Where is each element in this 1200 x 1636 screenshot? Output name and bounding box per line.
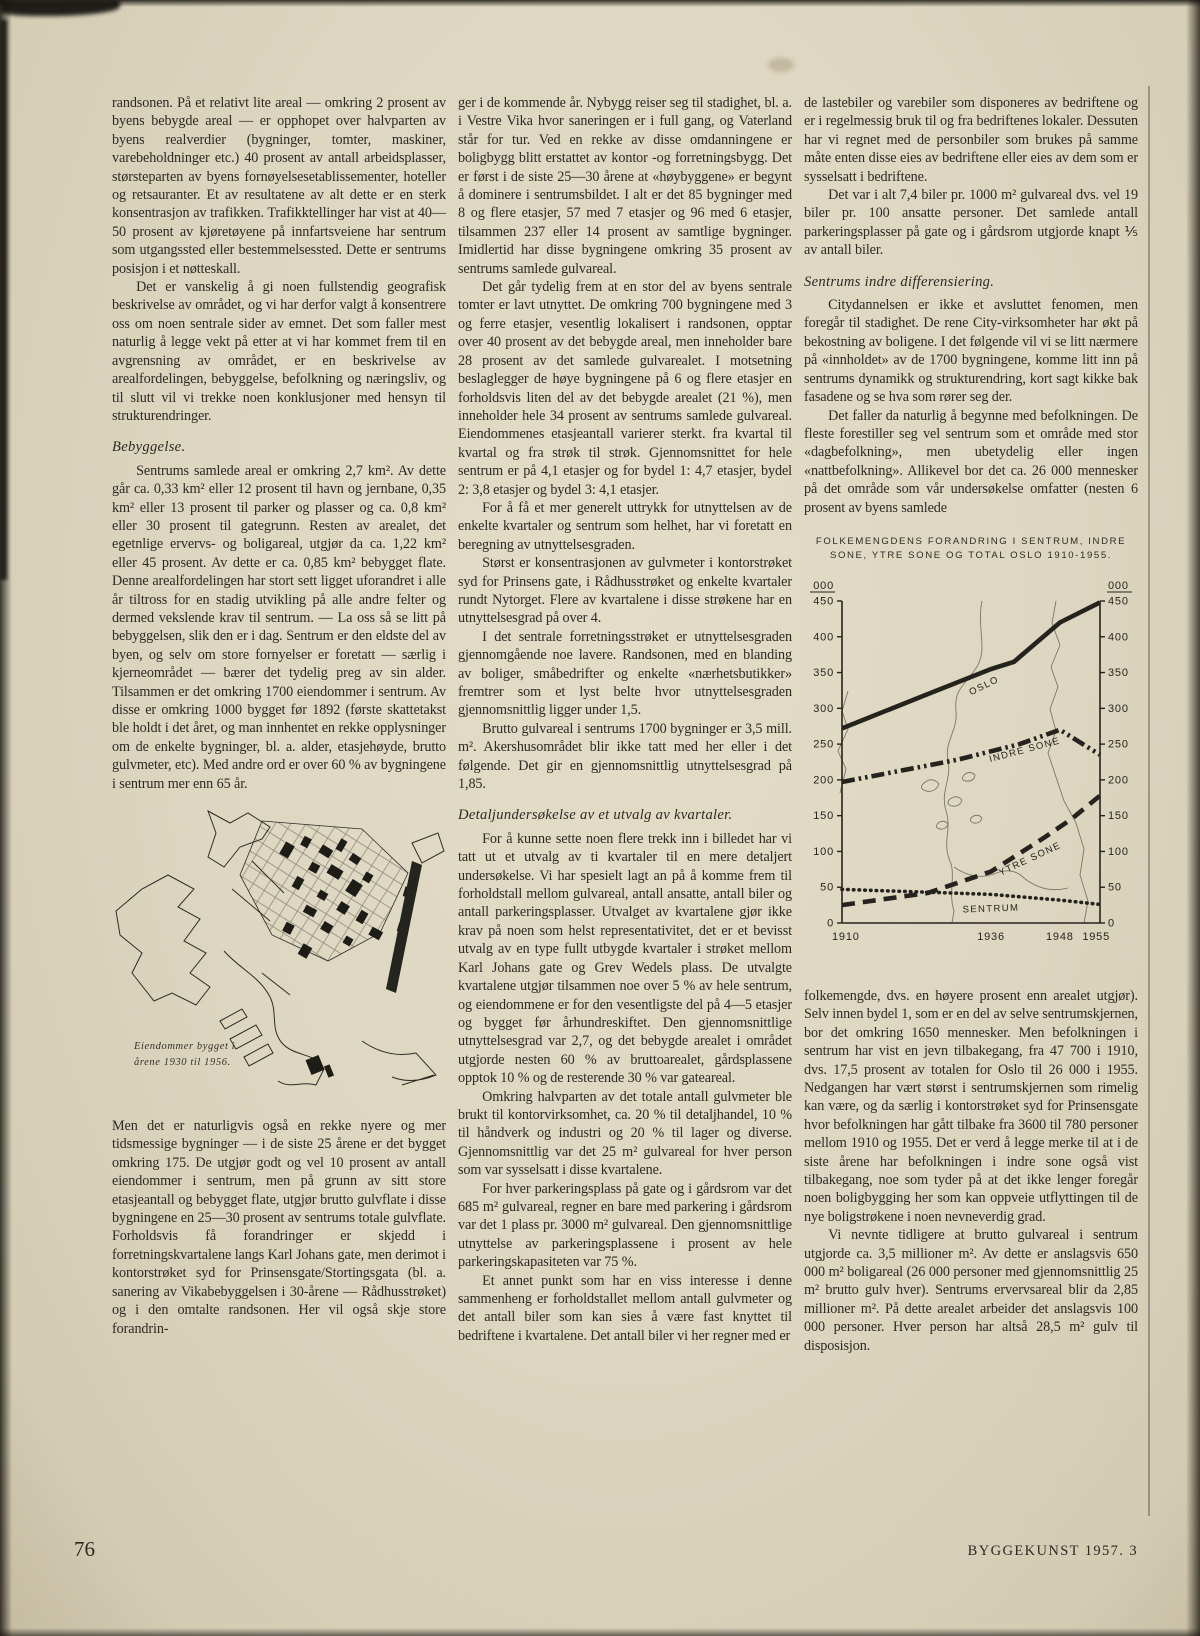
series-label-indre-sone: INDRE SONE [988, 735, 1062, 765]
section-heading-bebyggelse: Bebyggelse. [112, 439, 186, 456]
paragraph: Citydannelsen er ikke et avsluttet fenomen, men foregår til stadighet. De rene City-virksomheter har økt på bekostning av boligene. I det følgende vil vi se litt nærmere på «innholdet» av de 1700 bygningene, komme litt inn på sentrums dynamikk og strukturendring, kort sagt kikke bak fasadene og se hva som rører seg der. [804, 297, 1138, 406]
series-label-ytre-sone: YTRE SONE [997, 839, 1064, 879]
series-label-sentrum: SENTRUM [962, 902, 1020, 916]
y-tick-label-right: 250 [1108, 738, 1129, 751]
page-edge-line [1148, 86, 1150, 1516]
paragraph: ger i de kommende år. Nybygg reiser seg til stadighet, bl. a. i Vestre Vika hvor saneringen er i full gang, og Vaterland står for tur. Ved en rekke av disse omdanningene er boligbygg blitt erstattet av kontor -og forretningsbygg. Det er først i de siste 25—30 årene at «høybyggene» er begynt å dominere i sentrumsbildet. I alt er det 85 bygninger med 8 og flere etasjer, 57 med 7 etasjer og 96 med 6 etasjer, tilsammen 237 eller 14 prosent av samtlige bygninger. Imidlertid har disse bygningene omkring 35 prosent av sentrums samlede gulvareal. [458, 95, 792, 277]
y-tick-label-right: 150 [1108, 810, 1129, 823]
map-caption-line2: årene 1930 til 1956. [134, 1057, 231, 1069]
scan-edge-left [0, 0, 12, 1636]
y-tick-label-right: 450 [1108, 595, 1129, 608]
x-tick-label: 1948 [1046, 930, 1074, 943]
series-line-oslo [842, 602, 1100, 728]
map-street-grid [240, 821, 408, 961]
paragraph: Det er vanskelig å gi noen fullstendig geografisk beskrivelse av området, og vi har derfor valgt å konsentrere oss om noen sentrale sider av emnet. Det som faller mest naturlig å legge vekt på etter at vi har kommet frem til en avgrensning av området, er en beskrivelse av arealfordelingen, bebyggelse, befolkning og næringsliv, og til slutt vil vi trekke noen konklusjoner med hensyn til strukturendringer. [112, 279, 446, 424]
y-tick-label-right: 200 [1108, 774, 1129, 787]
series-label-oslo: OSLO [967, 674, 1002, 698]
section-heading-differensiering: Sentrums indre differensiering. [804, 273, 995, 290]
paragraph: Størst er konsentrasjonen av gulvmeter i kontorstrøket syd for Prinsens gate, i Rådhusstrøket og enkelte kvartaler rundt Nytorget. Flere av kvartalene i disse strøkene har en utnyttelsesgrad på over 4. [458, 555, 792, 627]
series-line-indre-sone [842, 730, 1100, 782]
population-chart-figure [804, 535, 1138, 971]
paragraph: folkemengde, dvs. en høyere prosent enn arealet utgjør). Selv innen bydel 1, som er en del av selve sentrumskjernen, bor det omkring 1650 mennesker. Men befolkningen i sentrum har vist en jevn tilbakegang, fra 47 700 i 1910, dvs. 17,5 prosent av totalen for Oslo til 26 000 i 1955. Nedgangen har vært størst i sentrumskjernen som rimelig kan være, og da særlig i kontorstrøket syd for Prinsensgate hvor befolkningen har gått tilbake fra 3600 til 780 personer mellom 1910 og 1955. Det er verd å legge merke til at i de siste årene har befolkningen i indre sone også vist tilbakegang, noe som tyder på at det ikke lenger foregår noen boligbygging her som kan oppveie utflyttingen til de nye boligstrøkene i noen nevneverdig grad. [804, 987, 1138, 1225]
map-caption-line1: Eiendommer bygget i [134, 1041, 236, 1053]
scan-corner-smudge [0, 0, 120, 16]
paragraph: For hver parkeringsplass på gate og i gårdsrom var det 685 m² gulvareal, regner en bare med parkering i gårdsrom var det 1 plass pr. 3000 m² gulvareal. Den gjennomsnittlige utnyttelse av parkeringsplassene i prosent av hele parkeringskapasiteten var 75 %. [458, 1180, 792, 1271]
article-body [112, 94, 1138, 1355]
paragraph: Sentrums samlede areal er omkring 2,7 km². Av dette går ca. 0,33 km² eller 12 prosent til havn og jernbane, 0,35 km² eller 13 prosent til parker og plasser og ca. 0,8 km² eller 30 prosent til gategrunn. Resten av arealet, det egetnlige ervervs- og boligareal, utgjør da ca. 1,22 km² eller 45 prosent. Av dette er ca. 0,85 km² bebygget flate. Denne arealfordelingen har stort sett ligget uforandret i alle år tiltross for en stadig utvikling på alle andre felter og dermed vekslende krav til sentrum. — La oss så se litt på bebyggelsen, slik den er i dag. Sentrum er den eldste del av byen, og selv om store fornyelser er foretatt — særlig i kjerneområdet — bærer det tydelig preg av sin alder. Tilsammen er det omkring 1700 eiendommer i sentrum. Av disse er omkring 1000 bygget før 1892 (første skattetakst ble holdt i det året, og man innhentet en rekke opplysninger om de enkelte bygninger, bl. a. alder, etasjehøyde, brutto gulvmeter, etc). Med andre ord er over 60 % av bygningene i sentrum mer enn 65 år. [112, 462, 446, 792]
paragraph: Omkring halvparten av det totale antall gulvmeter ble brukt til kontorvirksomhet, ca. 20 % til detaljhandel, 10 % til håndverk og industri og 20 % til lager og diverse. Gjennomsnittlig var det 25 m² gulvareal for hver person som var sysselsatt i disse kvartalene. [458, 1088, 792, 1179]
properties-map-figure [112, 803, 446, 1103]
y-unit-label-left: 000 [813, 579, 834, 592]
y-tick-label-right: 0 [1108, 917, 1115, 930]
paragraph: I det sentrale forretningsstrøket er utnyttelsesgraden gjennomgående noe lavere. Randsonen, med en blanding av boliger, småbedrifter og enkelte «nærhetsbutikker» fremtrer som et lyst belte hvor utnyttelsesgraden gjennomsnittlig ligger under 1,5. [458, 628, 792, 719]
column-1 [112, 94, 446, 1355]
population-chart [804, 571, 1138, 971]
x-tick-label: 1936 [977, 930, 1005, 943]
y-unit-label-right: 000 [1108, 579, 1129, 592]
paragraph: de lastebiler og varebiler som disponeres av bedriftene og er i regelmessig bruk til og fra bedriftenes lokaler. Dessuten har vi regnet med de personbiler som brukes på samme måte enten disse eies av bedriftene eller eies av dem som er sysselsatt i bedriftene. [804, 95, 1138, 185]
paper-smudge [768, 58, 794, 72]
paragraph: For å kunne sette noen flere trekk inn i billedet har vi tatt ut et utvalg av ti kvartaler til en mere detaljert undersøkelse. Vi har spesielt lagt an på å komme frem til forholdstall mellom gulvareal, antall ansatte, antall biler og antall parkeringsplasser. Utvalget av kvartalene gjør ikke krav på noen som helst representativitet, det er et bevisst utvalg av en type fullt utbygde kvartaler i strøket mellom Karl Johans gate og Grev Wedels plass. De utvalgte kvartalene utgjør tilsammen noe over 5 % av hele sentrum, og eiendommene er for den vesentligste del på 4—5 etasjer og bygget før århundreskiftet. Den gjennomsnittlige utnyttelsesgrad var 2,7, og det bebygde arealet i området utgjorde nesten 60 % av bruttoarealet, gårdsplassene opptok 10 % og de resterende 30 % var gateareal. [458, 830, 792, 1087]
paragraph: Det faller da naturlig å begynne med befolkningen. De fleste forestiller seg vel sentrum som et område med stor «dagbefolkning», men ubetydelig eller ingen «nattbefolkning». Allikevel bor det ca. 26 000 mennesker på det område som vår undersøkelse omfatter (nesten 6 prosent av byens samlede [804, 407, 1138, 516]
y-tick-label-left: 400 [813, 631, 834, 644]
y-tick-label-left: 200 [813, 774, 834, 787]
series-line-sentrum [842, 889, 1100, 904]
paragraph: randsonen. På et relativt lite areal — omkring 2 prosent av byens bebygde areal — er opphopet over halvparten av byens realverdier (bygninger, tomter, maskiner, varebeholdninger etc.) 40 prosent av antall arbeidsplasser, størsteparten av byens fornøyelsesetablissementer, hoteller og retsauranter. Et av resultatene av alt dette er en sterk konsentrasjon av trafikken. Trafikktellinger har vist at 40—50 prosent av kjøretøyene på innfartsveiene har sentrum som utgangssted eller bestemmelsessted. Dette er sentrums posisjon i et nøtteskall. [112, 95, 446, 277]
scan-edge-bottom [0, 1628, 1200, 1636]
paragraph: Det går tydelig frem at en stor del av byens sentrale tomter er lavt utnyttet. De omkring 700 bygningene med 3 og ferre etasjer, vesentlig lokalisert i randsonen, opptar over 40 prosent av det bebygde areal, men inneholder bare 28 prosent av det samlede gulvarealet. I motsetning beslaglegger de høye bygningene på 6 og flere etasjer en forholdsvis liten del av det bebygde arealet (21 %), men inneholder hele 34 prosent av sentrums samlede gulvareal. Eiendommenes etasjeantall varierer sterkt. fra kvartal til kvartal og fra strøk til strøk. Gjennomsnittet for hele sentrum er på 4,1 etasjer og for bydel 1: 4,7 etasjer, bydel 2: 3,8 etasjer og bydel 3: 4,1 etasjer. [458, 279, 792, 498]
paragraph: Vi nevnte tidligere at brutto gulvareal i sentrum utgjorde ca. 3,5 millioner m². Av dette er anslagsvis 650 000 m² boligareal (26 000 personer med gjennomsnittlig 25 m² brutto gulv hver). Sentrums ervervsareal blir da 2,85 millioner m². På dette arealet arbeider det anslagsvis 100 000 personer. Hver person har altså 28,5 m² gulv til disposisjon. [804, 1227, 1138, 1354]
paragraph: For å få et mer generelt uttrykk for utnyttelsen av de enkelte kvartaler og sentrum som helhet, har vi foretatt en beregning av utnyttelsesgraden. [458, 499, 792, 553]
chart-background-map [838, 601, 1088, 923]
y-tick-label-right: 100 [1108, 845, 1129, 858]
column-3 [804, 94, 1138, 1355]
properties-map [112, 803, 446, 1103]
y-tick-label-left: 50 [820, 881, 834, 894]
x-tick-label: 1955 [1082, 930, 1110, 943]
y-tick-label-left: 150 [813, 810, 834, 823]
y-tick-label-left: 450 [813, 595, 834, 608]
scan-edge-top [0, 0, 1200, 7]
paragraph: Brutto gulvareal i sentrums 1700 bygninger er 3,5 mill. m². Akershusområdet blir ikke tatt med her eller i det følgende. Det gir en gjennomsnittlig utnyttelsesgrad på 1,85. [458, 720, 792, 793]
scan-left-streak [0, 20, 7, 580]
section-heading-detaljundersokelse: Detaljundersøkelse av et utvalg av kvartaler. [458, 807, 733, 824]
paragraph: Et annet punkt som har en viss interesse i denne sammenheng er forholdstallet mellom antall gulvmeter og det antall biler som kan sies å være fast knyttet til bedriftene i kvartalene. Det antall biler vi her regner med er [458, 1272, 792, 1344]
y-tick-label-right: 350 [1108, 666, 1129, 679]
column-2 [458, 94, 792, 1355]
y-tick-label-left: 250 [813, 738, 834, 751]
paragraph: Men det er naturligvis også en rekke nyere og mer tidsmessige bygninger — i de siste 25 årene er det bygget omkring 175. De utgjør godt og vel 10 prosent av antall eiendommer i sentrum, men på grunn av sitt store etasjeantall og bebygget flate, utgjør brutto gulvflate i disse bygningene en 25—30 prosent av sentrums totale gulvflate. Forholdsvis få forandringer er skjedd i forretningskvartalene langs Karl Johans gate, men derimot i kontorstrøket syd for Prinsensgate/Stortingsgata (bl. a. sanering av Vikabebyggelsen i 30-årene — Rådhusstrøket) og i den omtalte randsonen. Her vil også skje store forandrin- [112, 1118, 446, 1337]
y-tick-label-left: 0 [827, 917, 834, 930]
y-tick-label-left: 300 [813, 702, 834, 715]
y-tick-label-right: 400 [1108, 631, 1129, 644]
x-tick-label: 1910 [832, 930, 860, 943]
paragraph: Det var i alt 7,4 biler pr. 1000 m² gulvareal dvs. vel 19 biler pr. 100 ansatte personer. Det samlede antall parkeringsplasser på gate og i gårdsrom utgjorde knapt ⅕ av antall biler. [804, 187, 1138, 259]
page-number: 76 [74, 1537, 95, 1561]
journal-footer: BYGGEKUNST 1957. 3 [967, 1543, 1138, 1559]
y-tick-label-right: 50 [1108, 881, 1122, 894]
y-tick-label-left: 350 [813, 666, 834, 679]
chart-title: FOLKEMENGDENS FORANDRING I SENTRUM, INDRE SONE, YTRE SONE OG TOTAL OSLO 1910-1955. [815, 535, 1127, 561]
y-tick-label-left: 100 [813, 845, 834, 858]
scan-edge-right [1186, 0, 1200, 1636]
y-tick-label-right: 300 [1108, 702, 1129, 715]
